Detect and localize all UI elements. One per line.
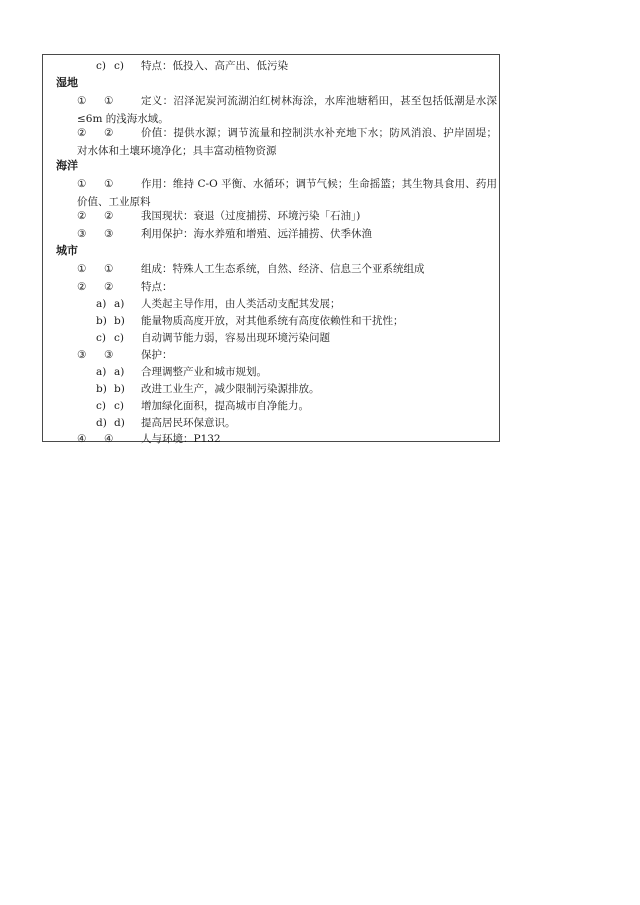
list-marker: ③ [77,228,87,240]
list-marker: ② [104,127,114,139]
list-marker: ① [104,263,114,275]
list-marker: a) [96,298,107,310]
list-marker: a) [96,366,107,378]
list-item-text: 作用：维持 C-O 平衡、水循环；调节气候；生命摇篮；其生物具食用、药用价值、工业原料 [77,178,497,208]
list-item-text: 人类起主导作用，由人类活动支配其发展； [141,298,341,310]
list-marker: ① [77,263,87,275]
list-item-text: 特点： [141,281,173,293]
list-marker: d) [114,417,125,429]
section-heading-ocean: 海洋 [56,159,78,172]
list-marker: ② [104,281,114,293]
list-marker: ④ [77,433,87,445]
list-marker: a) [114,366,125,378]
list-item-text: 定义：沼泽泥炭河流湖泊红树林海涂，水库池塘稻田，甚至包括低潮是水深≤6m 的浅海水域。 [77,95,497,125]
list-marker: ① [77,95,87,107]
list-marker: ④ [104,433,114,445]
list-item-text: 能量物质高度开放，对其他系统有高度依赖性和干扰性； [141,315,404,327]
list-marker: ② [104,210,114,222]
list-marker: b) [114,383,125,395]
list-marker: ② [77,210,87,222]
section-heading-city: 城市 [56,244,78,257]
list-marker: ③ [77,349,87,361]
list-marker: ① [104,178,114,190]
list-marker: b) [114,315,125,327]
list-item-text: 人与环境：P132 [141,433,221,445]
list-marker: c) [96,60,106,72]
list-marker: d) [96,417,107,429]
list-item-text: 特点：低投入、高产出、低污染 [141,60,288,72]
list-marker: a) [114,298,125,310]
list-marker: c) [114,400,124,412]
list-marker: c) [96,332,106,344]
list-marker: ③ [104,349,114,361]
list-marker: b) [96,383,107,395]
list-item-text: 提高居民环保意识。 [141,417,236,429]
list-item-text: 利用保护：海水养殖和增殖、远洋捕捞、伏季休渔 [141,228,372,240]
list-item-text: 改进工业生产，减少限制污染源排放。 [141,383,320,395]
list-item-text: 组成：特殊人工生态系统，自然、经济、信息三个亚系统组成 [141,263,425,275]
list-marker: b) [96,315,107,327]
list-marker: ② [77,127,87,139]
list-item-text: 价值：提供水源；调节流量和控制洪水补充地下水；防风消浪、护岸固堤；对水体和土壤环境净化；具丰富动植物资源 [77,127,497,157]
list-item-text: 自动调节能力弱，容易出现环境污染问题 [141,332,330,344]
section-heading-wetland: 湿地 [56,76,78,89]
list-marker: ① [77,178,87,190]
list-marker: ① [104,95,114,107]
list-marker: c) [114,60,124,72]
list-marker: ③ [104,228,114,240]
list-marker: c) [114,332,124,344]
list-item-text: 我国现状：衰退（过度捕捞、环境污染「石油」) [141,210,361,222]
list-marker: c) [96,400,106,412]
list-item-text: 合理调整产业和城市规划。 [141,366,267,378]
list-item-text: 保护： [141,349,173,361]
list-marker: ② [77,281,87,293]
list-item-text: 增加绿化面积，提高城市自净能力。 [141,400,309,412]
